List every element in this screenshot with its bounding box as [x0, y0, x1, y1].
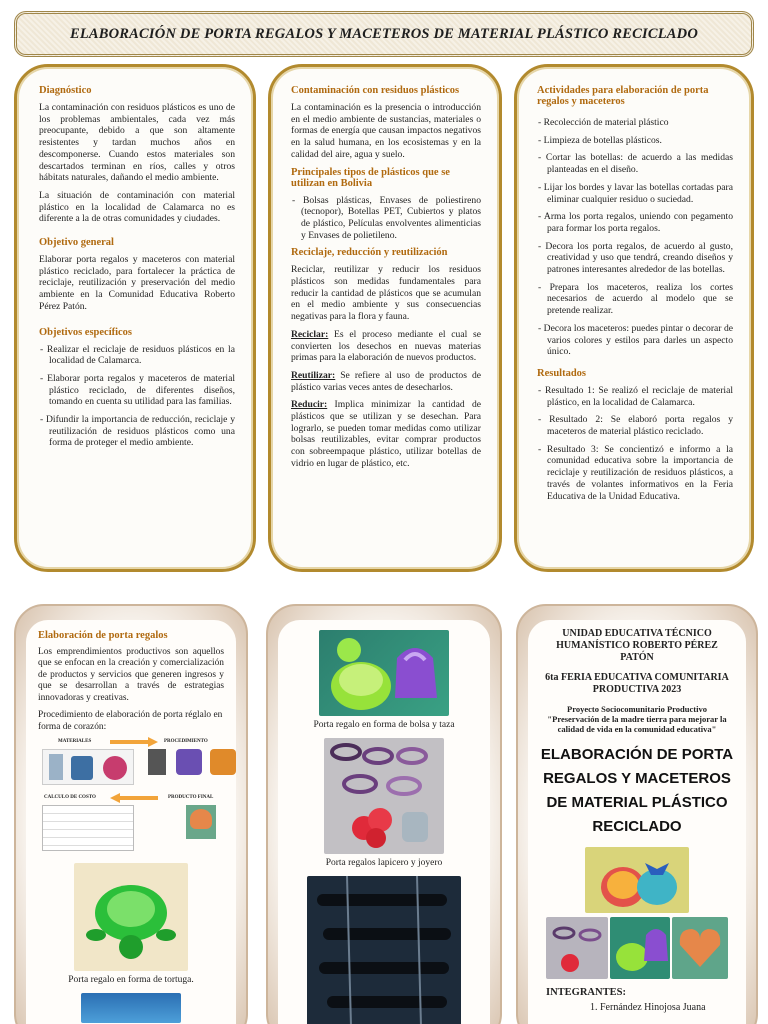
list-item: - Limpieza de botellas plásticos.	[538, 134, 662, 146]
flow-arrow-right-icon	[110, 737, 160, 747]
panel-portada-content	[528, 620, 746, 1024]
gift-icon	[585, 847, 689, 913]
actividades-heading: Actividades para elaboración de porta regalos y maceteros	[537, 85, 709, 107]
reciclar-text: Es el proceso mediante el cual se convierten los desechos en nuevas materias primas para la elaboración de nuevos productos.	[291, 328, 481, 364]
procedimiento-diagram	[38, 739, 248, 857]
flow-materiales-label: MATERIALES	[58, 739, 92, 745]
list-item: - Resultado 1: Se realizó el reciclaje de material plástico, en la localidad de Calamarca.	[538, 384, 733, 408]
list-item: - Arma los porta regalos, uniendo con pegamento para formar los porta regalos.	[538, 211, 733, 234]
integrantes-label: INTEGRANTES:	[546, 986, 626, 998]
cover-photo-rings	[546, 917, 608, 979]
bolsa-taza-icon	[319, 630, 449, 716]
list-item: - Prepara los maceteros, realiza los cortes necesarios de acuerdo al modelo que se pretende realizar.	[538, 281, 733, 317]
reciclar-label: Reciclar:	[291, 328, 329, 340]
tipos-plasticos-heading: Principales tipos de plásticos que se utilizan en Bolivia	[291, 166, 450, 189]
reciclaje-text: Reciclar, reutilizar y reducir los residuos plásticos son medidas fundamentales para reducir la cantidad de plásticos que se acumulan en el medio ambiente y sus consecuencias negativas para la flora y fauna.	[291, 264, 481, 323]
diagnostico-text-2: La situación de contaminación con material plástico en la localidad de Calamarca no es diferente a la de otras comunidades y ciudades.	[39, 189, 235, 225]
cover-photo-bolsa	[610, 917, 670, 979]
diagnostico-heading: Diagnóstico	[39, 85, 92, 96]
list-item: - Resultado 3: Se concientizó e informo a la comunidad educativa sobre la importancia de reciclaje y reutilización de residuos plásticos, a través de volantes informativos en la Feria Educativa de la Unidad Educativa.	[538, 443, 733, 502]
flow-producto-label: PRODUCTO FINAL	[168, 795, 214, 801]
integrante-1: 1. Fernández Hinojosa Juana	[590, 1001, 706, 1013]
reducir-definition	[291, 399, 481, 469]
tortuga-icon	[74, 863, 188, 971]
proyecto-lema: "Preservación de la madre tierra para mejorar la calidad de vida en la comunidad educativa"	[547, 714, 727, 735]
panel-fotos-content	[278, 620, 490, 1024]
objetivo-general-heading: Objetivo general	[39, 237, 114, 249]
procedimiento-text: Procedimiento de elaboración de porta réglalo en forma de corazón:	[38, 710, 223, 732]
reciclar-definition	[291, 329, 481, 364]
proyecto-label: Proyecto Sociocomunitario Productivo	[567, 704, 707, 714]
tortuga-caption: Porta regalo en forma de tortuga.	[68, 975, 194, 986]
list-item: - Cortar las botellas: de acuerdo a las medidas planteadas en el diseño.	[538, 152, 733, 176]
panel-elaboracion-content	[26, 620, 236, 1024]
tortuga-photo	[74, 863, 188, 971]
feria-name: 6ta FERIA EDUCATIVA COMUNITARIA PRODUCTIVA 2023	[545, 672, 729, 695]
contaminacion-heading: Contaminación con residuos plásticos	[291, 85, 460, 96]
cover-photo-strip	[540, 917, 734, 979]
reutilizar-label: Reutilizar:	[291, 369, 336, 381]
lapicero-joyero-photo	[324, 738, 444, 854]
page-title: ELABORACIÓN DE PORTA REGALOS Y MACETEROS DE MATERIAL PLÁSTICO RECICLADO	[69, 25, 699, 42]
reutilizar-text: Se refiere al uso de productos de plástico varias veces antes de desecharlos.	[291, 369, 481, 393]
costo-table	[42, 805, 134, 851]
flow-calculo-label: CALCULO DE COSTO	[44, 795, 96, 801]
panel-portada	[516, 604, 758, 1024]
materiales-photo	[42, 749, 134, 785]
school-name: UNIDAD EDUCATIVA TÉCNICO HUMANÍSTICO ROBERTO PÉREZ PATÓN	[556, 628, 718, 663]
panel-elaboracion	[14, 604, 248, 1024]
title-banner	[14, 11, 754, 57]
actividades-list	[537, 117, 733, 358]
procedimiento-photos	[148, 749, 244, 785]
tipos-plasticos-list	[291, 195, 481, 242]
resultados-heading: Resultados	[537, 367, 587, 379]
panel-actividades	[514, 64, 754, 572]
list-item: - Bolsas plásticas, Envases de poliestireno (tecnopor), Botellas PET, Cubiertos y platos de plástico, Películas envolventes alimenticias y Envases de polietileno.	[292, 194, 481, 241]
cover-photo-main	[585, 847, 689, 913]
reducir-text: Implica minimizar la cantidad de plásticos que se utilizan y se desechan. Para lograrlo, se pueden tomar medidas como utilizar bolsas reutilizables, evitar comprar productos con sobreempaque plástico, utilizar botellas de vidrio en lugar de plástico, etc.	[291, 399, 481, 469]
resultados-list	[537, 385, 733, 502]
bolsa-taza-caption: Porta regalo en forma de bolsa y taza	[313, 720, 455, 730]
objetivos-especificos-list	[39, 344, 235, 450]
elaboracion-text: Los emprendimientos productivos son aquellos que se enfocan en la creación y comercialización de productos y servicios que generen ingresos y que se desarrollan a través de estrategias innovadoras y creativas.	[38, 647, 224, 703]
panel-diagnostico	[14, 64, 256, 572]
lapicero-joyero-caption: Porta regalos lapicero y joyero	[325, 858, 443, 868]
producto-final-photo	[186, 805, 216, 839]
panel-fotos	[266, 604, 502, 1024]
cover-title: ELABORACIÓN DE PORTA REGALOS Y MACETEROS DE MATERIAL PLÁSTICO RECICLADO	[540, 745, 734, 835]
reciclaje-heading: Reciclaje, reducción y reutilización	[291, 247, 448, 259]
list-item: - Decora los porta regalos, de acuerdo al gusto, creatividad y uso que tendrá, creando diseños y patrones interesantes alrededor de las botellas.	[538, 240, 733, 276]
list-item: - Decora los maceteros: puedes pintar o decorar de varios colores y estilos para darles un aspecto único.	[538, 322, 733, 358]
flow-procedimiento-label: PROCEDIMIENTO	[164, 739, 208, 745]
flow-arrow-left-icon	[110, 793, 160, 803]
objetivo-general-text: Elaborar porta regalos y maceteros con material plástico reciclado, para fortalecer la práctica de reciclaje, reutilización y preservación del medio ambiente en la Comunidad Educativa Roberto Pérez Patón.	[39, 254, 235, 312]
diagnostico-text-1: La contaminación con residuos plásticos es uno de los problemas ambientales, cada vez más preocupante, debido a que son altamente resistentes y tardan muchos años en descomponerse. Cuando estos materiales son descartados terminan en ríos, calles y otros hábitats naturales, dañando el medio ambiente.	[39, 102, 235, 184]
list-item: - Resultado 2: Se elaboró porta regalos y maceteros de material plástico reciclado.	[538, 414, 733, 438]
objetivos-especificos-heading: Objetivos específicos	[39, 326, 133, 338]
reutilizar-definition	[291, 370, 481, 393]
list-item: - Difundir la importancia de reducción, reciclaje y reutilización de residuos plásticos como una forma de proteger el medio ambiente.	[40, 414, 235, 449]
list-item: - Elaborar porta regalos y maceteros de material plástico reciclado, de diferentes diseños, tomando en cuenta su utilidad para las familias.	[40, 372, 235, 408]
botellas-icon	[307, 876, 461, 1024]
panel-contaminacion	[268, 64, 502, 572]
reducir-label: Reducir:	[291, 399, 328, 411]
extra-photo	[81, 993, 181, 1023]
list-item: - Recolección de material plástico	[538, 117, 669, 128]
elaboracion-heading: Elaboración de porta regalos	[38, 630, 168, 641]
cover-photo-corazon	[672, 917, 728, 979]
lapicero-joyero-icon	[324, 738, 444, 854]
botellas-photo	[307, 876, 461, 1024]
bolsa-taza-photo	[319, 630, 449, 716]
list-item: - Realizar el reciclaje de residuos plásticos en la localidad de Calamarca.	[40, 343, 235, 367]
contaminacion-text: La contaminación es la presencia o introducción en el medio ambiente de sustancias, materiales o formas de energía que causan impactos negativos en la salud humana, en los ecosistemas y en la calidad del aire, agua y suelo.	[291, 102, 481, 160]
list-item: - Lijar los bordes y lavar las botellas cortadas para eliminar cualquier residuo o suciedad.	[538, 181, 733, 205]
